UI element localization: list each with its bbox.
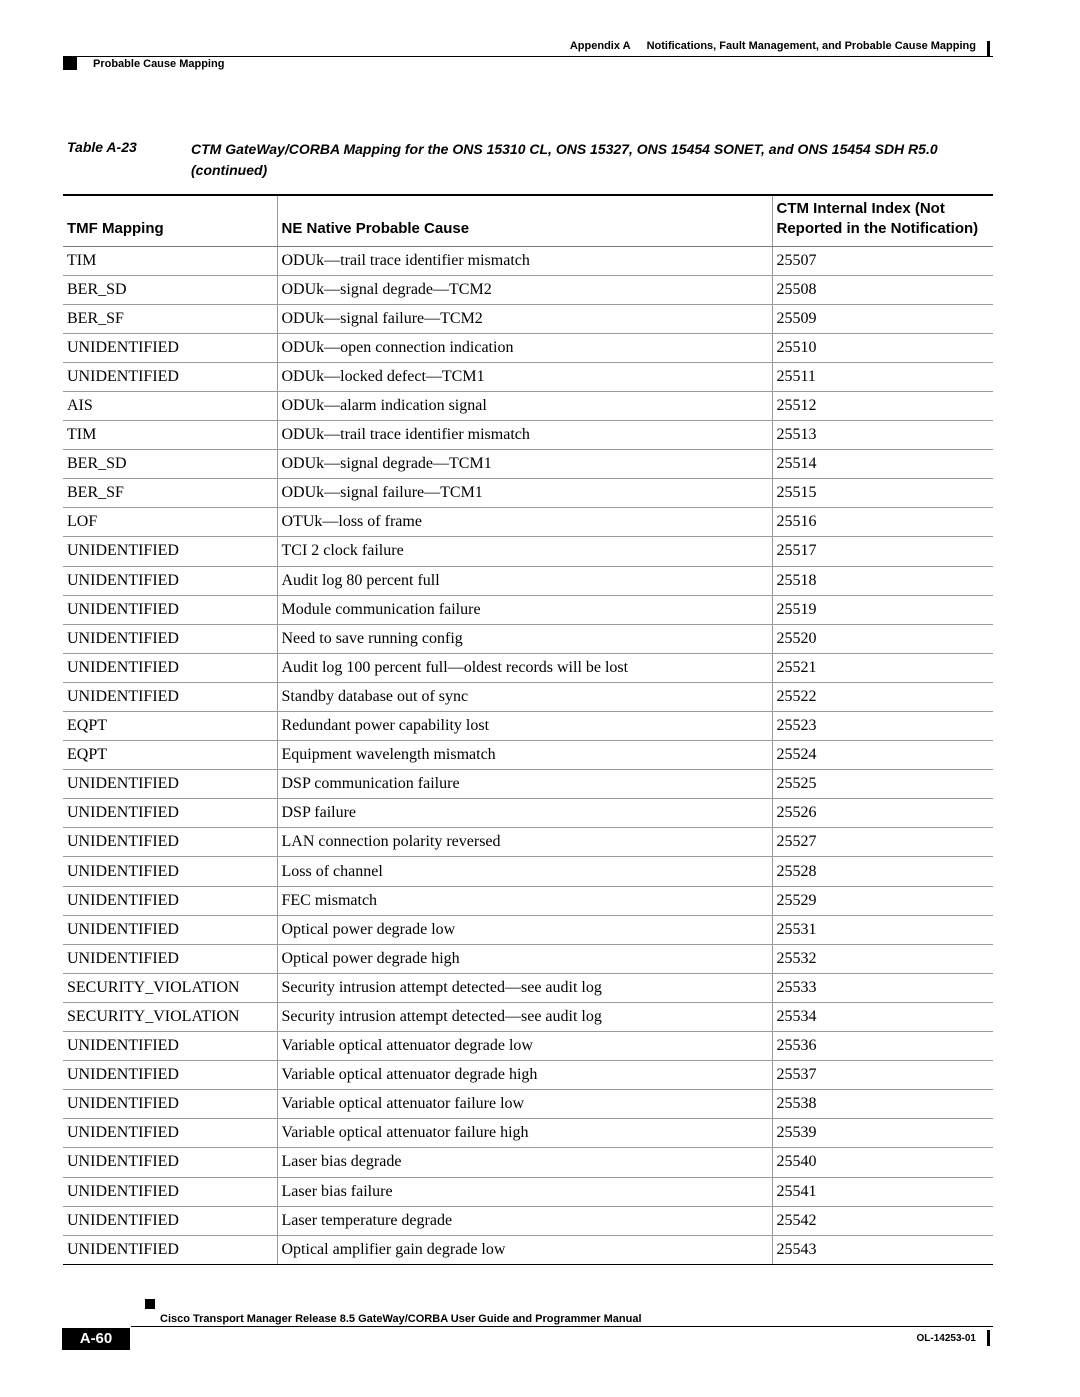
- internal-index-cell: 25513: [772, 421, 993, 450]
- probable-cause-cell: ODUk—signal failure—TCM2: [277, 304, 772, 333]
- probable-cause-cell: DSP communication failure: [277, 770, 772, 799]
- probable-cause-cell: ODUk—trail trace identifier mismatch: [277, 421, 772, 450]
- internal-index-cell: 25540: [772, 1148, 993, 1177]
- tmf-mapping-cell: UNIDENTIFIED: [63, 1206, 277, 1235]
- internal-index-cell: 25541: [772, 1177, 993, 1206]
- probable-cause-cell: Laser temperature degrade: [277, 1206, 772, 1235]
- probable-cause-cell: ODUk—signal degrade—TCM2: [277, 275, 772, 304]
- table-row: [63, 741, 993, 770]
- internal-index-cell: 25538: [772, 1090, 993, 1119]
- probable-cause-cell: Module communication failure: [277, 595, 772, 624]
- table-row: [63, 1032, 993, 1061]
- probable-cause-cell: Laser bias failure: [277, 1177, 772, 1206]
- table-row: [63, 1119, 993, 1148]
- header-section-title: Probable Cause Mapping: [93, 58, 225, 70]
- page-number-badge: A-60: [62, 1328, 130, 1350]
- internal-index-cell: 25524: [772, 741, 993, 770]
- internal-index-cell: 25533: [772, 973, 993, 1002]
- tmf-mapping-cell: UNIDENTIFIED: [63, 944, 277, 973]
- table-row: [63, 828, 993, 857]
- table-caption-label: Table A-23: [67, 139, 137, 155]
- footer-doc-number: OL-14253-01: [916, 1333, 976, 1344]
- header-appendix: Appendix A: [569, 40, 631, 52]
- internal-index-cell: 25518: [772, 566, 993, 595]
- internal-index-cell: 25523: [772, 712, 993, 741]
- header-chapter-title: Notifications, Fault Management, and Probable Cause Mapping: [646, 40, 976, 52]
- table-row: [63, 391, 993, 420]
- probable-cause-cell: Optical power degrade high: [277, 944, 772, 973]
- probable-cause-cell: Laser bias degrade: [277, 1148, 772, 1177]
- tmf-mapping-cell: BER_SF: [63, 304, 277, 333]
- tmf-mapping-cell: UNIDENTIFIED: [63, 1119, 277, 1148]
- tmf-mapping-cell: UNIDENTIFIED: [63, 566, 277, 595]
- table-row: [63, 537, 993, 566]
- probable-cause-cell: ODUk—signal failure—TCM1: [277, 479, 772, 508]
- table-row: [63, 479, 993, 508]
- column-header-ctm-internal-index: CTM Internal Index (Not Reported in the Notification): [772, 195, 993, 246]
- internal-index-cell: 25528: [772, 857, 993, 886]
- table-row: [63, 304, 993, 333]
- internal-index-cell: 25512: [772, 391, 993, 420]
- probable-cause-cell: ODUk—locked defect—TCM1: [277, 362, 772, 391]
- probable-cause-cell: Loss of channel: [277, 857, 772, 886]
- table-row: [63, 362, 993, 391]
- table-row: [63, 1061, 993, 1090]
- table-caption-text: CTM GateWay/CORBA Mapping for the ONS 15310 CL, ONS 15327, ONS 15454 SONET, and ONS 15454 SDH R5.0 (continued): [191, 141, 938, 178]
- column-header-tmf-mapping: TMF Mapping: [63, 195, 277, 246]
- tmf-mapping-cell: UNIDENTIFIED: [63, 770, 277, 799]
- probable-cause-cell: Need to save running config: [277, 624, 772, 653]
- tmf-mapping-cell: UNIDENTIFIED: [63, 682, 277, 711]
- probable-cause-cell: Redundant power capability lost: [277, 712, 772, 741]
- probable-cause-cell: Optical power degrade low: [277, 915, 772, 944]
- table-row: [63, 1235, 993, 1264]
- internal-index-cell: 25507: [772, 246, 993, 275]
- probable-cause-cell: FEC mismatch: [277, 886, 772, 915]
- probable-cause-cell: Variable optical attenuator failure high: [277, 1119, 772, 1148]
- column-header-ne-native-probable-cause: NE Native Probable Cause: [277, 195, 772, 246]
- internal-index-cell: 25517: [772, 537, 993, 566]
- probable-cause-cell: Variable optical attenuator degrade low: [277, 1032, 772, 1061]
- tmf-mapping-cell: BER_SD: [63, 450, 277, 479]
- internal-index-cell: 25526: [772, 799, 993, 828]
- table-row: [63, 712, 993, 741]
- footer-bar-mark: [987, 1330, 990, 1346]
- table-row: [63, 944, 993, 973]
- table-row: [63, 653, 993, 682]
- table-row: [63, 508, 993, 537]
- internal-index-cell: 25515: [772, 479, 993, 508]
- internal-index-cell: 25527: [772, 828, 993, 857]
- internal-index-cell: 25514: [772, 450, 993, 479]
- table-row: [63, 595, 993, 624]
- header-rule: [63, 56, 993, 57]
- probable-cause-cell: Variable optical attenuator failure low: [277, 1090, 772, 1119]
- internal-index-cell: 25519: [772, 595, 993, 624]
- table-row: [63, 1090, 993, 1119]
- probable-cause-cell: Audit log 80 percent full: [277, 566, 772, 595]
- tmf-mapping-cell: EQPT: [63, 741, 277, 770]
- internal-index-cell: 25508: [772, 275, 993, 304]
- table-row: [63, 1206, 993, 1235]
- table-row: [63, 799, 993, 828]
- table-header-row: [63, 195, 993, 246]
- tmf-mapping-cell: UNIDENTIFIED: [63, 886, 277, 915]
- tmf-mapping-cell: UNIDENTIFIED: [63, 828, 277, 857]
- tmf-mapping-cell: UNIDENTIFIED: [63, 1148, 277, 1177]
- internal-index-cell: 25529: [772, 886, 993, 915]
- table-row: [63, 1177, 993, 1206]
- tmf-mapping-cell: BER_SD: [63, 275, 277, 304]
- internal-index-cell: 25509: [772, 304, 993, 333]
- tmf-mapping-cell: BER_SF: [63, 479, 277, 508]
- internal-index-cell: 25516: [772, 508, 993, 537]
- tmf-mapping-cell: LOF: [63, 508, 277, 537]
- footer-rule: [131, 1326, 993, 1327]
- tmf-mapping-cell: EQPT: [63, 712, 277, 741]
- tmf-mapping-cell: TIM: [63, 246, 277, 275]
- internal-index-cell: 25511: [772, 362, 993, 391]
- running-header: [570, 40, 976, 52]
- tmf-mapping-cell: UNIDENTIFIED: [63, 1235, 277, 1264]
- table-row: [63, 1148, 993, 1177]
- tmf-mapping-cell: UNIDENTIFIED: [63, 624, 277, 653]
- tmf-mapping-cell: SECURITY_VIOLATION: [63, 1002, 277, 1031]
- table-row: [63, 682, 993, 711]
- table-row: [63, 857, 993, 886]
- probable-cause-cell: LAN connection polarity reversed: [277, 828, 772, 857]
- internal-index-cell: 25525: [772, 770, 993, 799]
- table-row: [63, 624, 993, 653]
- probable-cause-cell: ODUk—open connection indication: [277, 333, 772, 362]
- table-row: [63, 246, 993, 275]
- internal-index-cell: 25531: [772, 915, 993, 944]
- tmf-mapping-cell: UNIDENTIFIED: [63, 362, 277, 391]
- tmf-mapping-cell: UNIDENTIFIED: [63, 857, 277, 886]
- internal-index-cell: 25520: [772, 624, 993, 653]
- table-row: [63, 973, 993, 1002]
- probable-cause-cell: TCI 2 clock failure: [277, 537, 772, 566]
- table-row: [63, 275, 993, 304]
- tmf-mapping-cell: UNIDENTIFIED: [63, 1032, 277, 1061]
- footer-document-title: Cisco Transport Manager Release 8.5 GateWay/CORBA User Guide and Programmer Manual: [160, 1313, 642, 1325]
- header-square-mark: [63, 57, 77, 70]
- internal-index-cell: 25510: [772, 333, 993, 362]
- table-row: [63, 333, 993, 362]
- tmf-mapping-cell: UNIDENTIFIED: [63, 1090, 277, 1119]
- tmf-mapping-cell: UNIDENTIFIED: [63, 653, 277, 682]
- tmf-mapping-cell: UNIDENTIFIED: [63, 333, 277, 362]
- probable-cause-cell: Standby database out of sync: [277, 682, 772, 711]
- table-row: [63, 770, 993, 799]
- table-row: [63, 421, 993, 450]
- table-row: [63, 886, 993, 915]
- probable-cause-cell: Optical amplifier gain degrade low: [277, 1235, 772, 1264]
- table-row: [63, 1002, 993, 1031]
- tmf-mapping-cell: AIS: [63, 391, 277, 420]
- probable-cause-cell: ODUk—trail trace identifier mismatch: [277, 246, 772, 275]
- probable-cause-cell: Audit log 100 percent full—oldest records will be lost: [277, 653, 772, 682]
- internal-index-cell: 25534: [772, 1002, 993, 1031]
- footer-square-mark: [145, 1299, 155, 1309]
- table-body: [63, 246, 993, 1264]
- tmf-mapping-cell: TIM: [63, 421, 277, 450]
- tmf-mapping-cell: UNIDENTIFIED: [63, 915, 277, 944]
- tmf-mapping-cell: UNIDENTIFIED: [63, 595, 277, 624]
- probable-cause-cell: ODUk—alarm indication signal: [277, 391, 772, 420]
- tmf-mapping-cell: UNIDENTIFIED: [63, 799, 277, 828]
- probable-cause-cell: Security intrusion attempt detected—see audit log: [277, 973, 772, 1002]
- header-bar-mark: [987, 41, 990, 57]
- tmf-mapping-cell: UNIDENTIFIED: [63, 1177, 277, 1206]
- internal-index-cell: 25536: [772, 1032, 993, 1061]
- internal-index-cell: 25537: [772, 1061, 993, 1090]
- table-row: [63, 566, 993, 595]
- probable-cause-cell: Variable optical attenuator degrade high: [277, 1061, 772, 1090]
- internal-index-cell: 25539: [772, 1119, 993, 1148]
- internal-index-cell: 25521: [772, 653, 993, 682]
- internal-index-cell: 25522: [772, 682, 993, 711]
- tmf-mapping-cell: UNIDENTIFIED: [63, 537, 277, 566]
- table-row: [63, 450, 993, 479]
- table-row: [63, 915, 993, 944]
- tmf-mapping-cell: UNIDENTIFIED: [63, 1061, 277, 1090]
- probable-cause-cell: DSP failure: [277, 799, 772, 828]
- internal-index-cell: 25532: [772, 944, 993, 973]
- probable-cause-cell: ODUk—signal degrade—TCM1: [277, 450, 772, 479]
- internal-index-cell: 25542: [772, 1206, 993, 1235]
- probable-cause-cell: Equipment wavelength mismatch: [277, 741, 772, 770]
- internal-index-cell: 25543: [772, 1235, 993, 1264]
- probable-cause-table: [63, 194, 993, 1265]
- probable-cause-cell: Security intrusion attempt detected—see audit log: [277, 1002, 772, 1031]
- probable-cause-cell: OTUk—loss of frame: [277, 508, 772, 537]
- tmf-mapping-cell: SECURITY_VIOLATION: [63, 973, 277, 1002]
